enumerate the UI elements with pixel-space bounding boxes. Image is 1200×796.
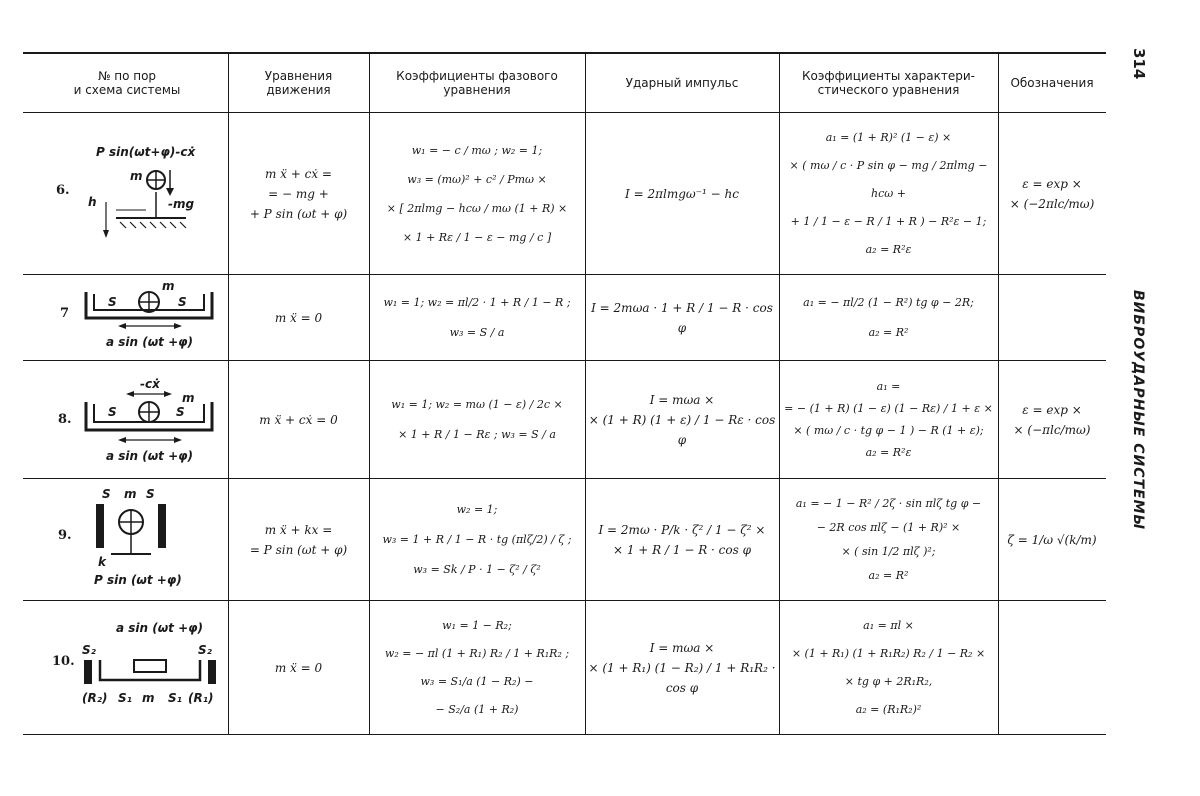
- schema-gap-label: S₁: [118, 691, 132, 705]
- row-schema-diagram: [76, 140, 226, 248]
- schema-mass-label: m: [130, 169, 143, 183]
- row-impulse: I = mωa × × (1 + R) (1 + ε) / 1 − Rε · cos φ: [588, 393, 776, 447]
- row-phase-coefficients: w₁ = 1 − R₂; w₂ = − πl (1 + R₁) R₂ / 1 + R₁R₂ ; w₃ = S₁/a (1 − R₂) − − S₂/a (1 + R₂): [384, 619, 570, 716]
- schema-gap-label: S: [176, 405, 185, 419]
- header-impulse: Ударный импульс: [625, 76, 739, 90]
- row-notation: [999, 276, 1105, 360]
- table-top-rule: [23, 52, 1106, 54]
- schema-gap-label: S: [146, 487, 155, 501]
- row-impulse: I = mωa × × (1 + R₁) (1 − R₂) / 1 + R₁R₂ · cos φ: [588, 641, 776, 695]
- row-equation: m ẍ + kx = = P sin (ωt + φ): [249, 523, 348, 557]
- schema-force-label: P sin(ωt+φ)-cẋ: [96, 145, 196, 159]
- row-schema-diagram: [76, 374, 226, 470]
- row-8-bottom-rule: [23, 478, 1106, 479]
- row-number: 9.: [58, 528, 72, 543]
- page-number: 314: [1130, 48, 1148, 80]
- row-equation: m ẍ = 0: [274, 661, 323, 675]
- table-bottom-rule: [23, 734, 1106, 735]
- row-notation: ζ = 1/ω √(k/m): [1007, 533, 1097, 547]
- schema-gravity-label: -mg: [168, 197, 195, 211]
- schema-mass-label: m: [162, 280, 175, 293]
- header-notation: Обозначения: [1010, 76, 1094, 90]
- row-number: 7: [60, 306, 70, 321]
- row-notation: ε = exp × × (−2πlc/mω): [1009, 177, 1095, 211]
- row-impulse: I = 2mω · P/k · ζ² / 1 − ζ² × × 1 + R / 1 − R · cos φ: [598, 523, 766, 557]
- schema-excitation-label: a sin (ωt +φ): [116, 621, 204, 635]
- schema-height-label: h: [88, 195, 97, 209]
- schema-gap-label: S: [178, 295, 187, 309]
- row-7-bottom-rule: [23, 360, 1106, 361]
- row-notation: [999, 602, 1105, 734]
- schema-mass-label: m: [142, 691, 155, 705]
- row-impulse: I = 2πlmgω⁻¹ − hc: [625, 187, 739, 201]
- header-phase-coefficients: Коэффициенты фазового уравнения: [396, 69, 558, 97]
- row-char-coefficients: a₁ = = − (1 + R) (1 − ε) (1 − Rε) / 1 + ε × × ( mω / c · tg φ − 1 ) − R (1 + ε); a₂ = R²ε: [784, 380, 993, 459]
- schema-mass-label: m: [124, 487, 137, 501]
- row-char-coefficients: a₁ = − 1 − R² / 2ζ · sin πlζ tg φ − − 2R cos πlζ − (1 + R)² × × ( sin 1/2 πlζ )²; a₂ = R²: [795, 497, 982, 582]
- schema-mass-label: m: [182, 391, 195, 405]
- row-char-coefficients: a₁ = (1 + R)² (1 − ε) × × ( mω / c · P sin φ − mg / 2πlmg − hcω + + 1 / 1 − ε − R / 1 + R ) − R²ε − 1; a₂ = R²ε: [789, 131, 988, 256]
- row-schema-diagram: [76, 618, 226, 714]
- schema-restitution-label: (R₁): [188, 691, 214, 705]
- right-wall-icon: [208, 660, 216, 684]
- row-number: 8.: [58, 412, 72, 427]
- row-char-coefficients: a₁ = πl × × (1 + R₁) (1 + R₁R₂) R₂ / 1 − R₂ × × tg φ + 2R₁R₂, a₂ = (R₁R₂)²: [791, 619, 986, 716]
- header-equations: Уравнения движения: [264, 69, 333, 97]
- header-number-schema: № по пор и схема системы: [73, 69, 181, 97]
- right-wall-icon: [158, 504, 166, 548]
- header-char-coefficients: Коэффициенты характери- стического уравнения: [801, 69, 976, 97]
- schema-gap-label: S₁: [168, 691, 182, 705]
- schema-gap-label: S: [108, 295, 117, 309]
- row-notation: ε = exp × × (−πlc/mω): [1013, 403, 1091, 437]
- row-phase-coefficients: w₁ = 1; w₂ = πl/2 · 1 + R / 1 − R ; w₃ = S / a: [383, 296, 571, 339]
- left-wall-icon: [96, 504, 104, 548]
- row-number: 10.: [52, 654, 75, 669]
- schema-excitation-label: a sin (ωt +φ): [106, 335, 194, 349]
- schema-force-label: P sin (ωt +φ): [94, 573, 182, 587]
- row-schema-diagram: [76, 280, 226, 358]
- mass-block-icon: [134, 660, 166, 672]
- row-schema-diagram: [76, 484, 226, 596]
- row-impulse: I = 2mωa · 1 + R / 1 − R · cos φ: [591, 301, 773, 335]
- row-equation: m ẍ + cẋ = 0: [259, 413, 338, 427]
- schema-gap-label: S₂: [82, 643, 96, 657]
- schema-restitution-label: (R₂): [82, 691, 108, 705]
- row-equation: m ẍ = 0: [274, 311, 323, 325]
- schema-damping-label: -cẋ: [140, 377, 160, 391]
- row-phase-coefficients: w₂ = 1; w₃ = 1 + R / 1 − R · tg (πlζ/2) / ζ ; w₃ = Sk / P · 1 − ζ² / ζ²: [382, 503, 572, 576]
- row-number: 6.: [56, 183, 70, 198]
- row-9-bottom-rule: [23, 600, 1106, 601]
- row-6-bottom-rule: [23, 274, 1106, 275]
- row-phase-coefficients: w₁ = − c / mω ; w₂ = 1; w₃ = (mω)² + c² / Pmω × × [ 2πlmg − hcω / mω (1 + R) × × 1 + Rε / 1 − ε − mg / c ]: [386, 144, 568, 244]
- row-char-coefficients: a₁ = − πl/2 (1 − R²) tg φ − 2R; a₂ = R²: [803, 296, 974, 339]
- schema-gap-label: S: [108, 405, 117, 419]
- schema-gap-label: S₂: [198, 643, 212, 657]
- side-section-title: ВИБРОУДАРНЫЕ СИСТЕМЫ: [1130, 290, 1146, 531]
- left-wall-icon: [84, 660, 92, 684]
- row-phase-coefficients: w₁ = 1; w₂ = mω (1 − ε) / 2c × × 1 + R / 1 − Rε ; w₃ = S / a: [391, 398, 563, 441]
- schema-gap-label: S: [102, 487, 111, 501]
- header-bottom-rule: [23, 112, 1106, 113]
- row-equation: m ẍ + cẋ = = − mg + + P sin (ωt + φ): [249, 167, 348, 221]
- schema-stiffness-label: k: [98, 555, 106, 569]
- schema-excitation-label: a sin (ωt +φ): [106, 449, 194, 463]
